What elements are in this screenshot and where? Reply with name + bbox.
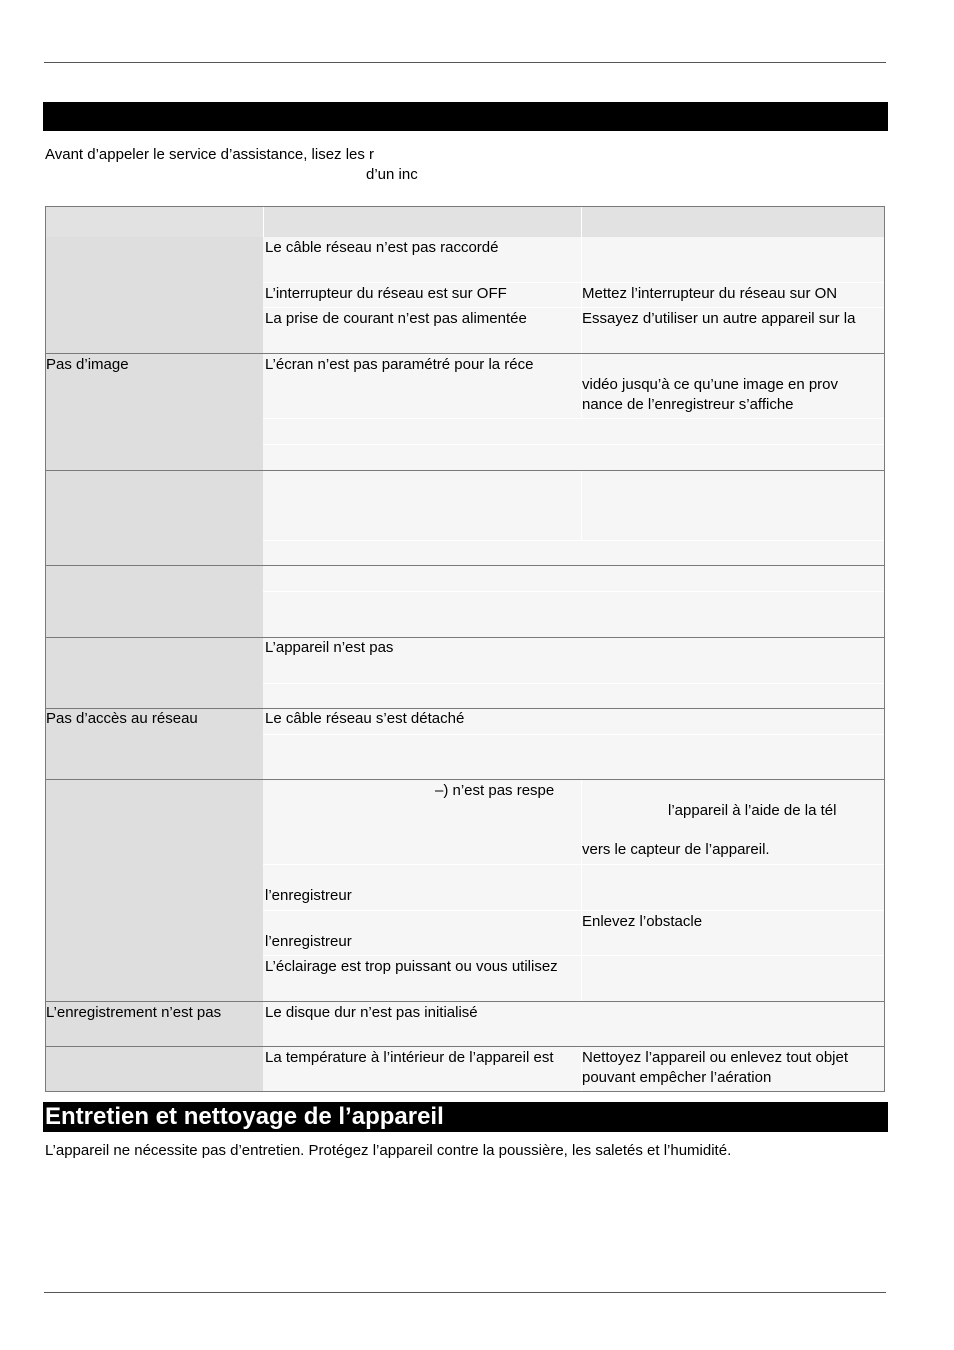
row-1-cause-3: La prise de courant n’est pas alimentée [265,310,527,327]
row-7-cause-2: l’enregistreur [265,887,352,904]
row-7-remedy-1a: l’appareil à l’aide de la tél [668,802,837,819]
maintenance-text: L’appareil ne nécessite pas d’entretien. Protégez l’appareil contre la poussière, les saletés et l’humidité. [45,1142,732,1159]
row-1-remedy-2: Mettez l’interrupteur du réseau sur ON [582,285,838,302]
intro-line-2: d’un inc [366,166,418,183]
row-8-symptom-label: L’enregistrement n’est pas [46,1004,222,1021]
table-header [46,207,884,238]
row-2-cause-1: L’écran n’est pas paramétré pour la réce [265,356,534,373]
row-6-symptom-label: Pas d’accès au réseau [46,710,198,727]
row-1-cause-1: Le câble réseau n’est pas raccordé [265,239,499,256]
table-row-3-symptom [46,471,263,565]
intro-line-1: Avant d’appeler le service d’assistance, lisez les r [45,146,375,163]
row-7-cause-1: –) n’est pas respe [435,782,555,799]
row-2-remedy-1b: nance de l’enregistreur s’affiche [582,396,794,413]
row-9-remedy-1b: pouvant empêcher l’aération [582,1069,772,1086]
row-8-cause-1: Le disque dur n’est pas initialisé [265,1004,478,1021]
table-row-7-symptom [46,780,263,1001]
table-row-9-symptom [46,1047,263,1091]
row-2-symptom-label: Pas d’image [46,356,129,373]
row-7-remedy-1b: vers le capteur de l’appareil. [582,841,770,858]
maintenance-section-bar [43,1102,888,1132]
table-row-3-content [263,471,884,565]
footer-rule [44,1292,886,1293]
row-7-remedy-3: Enlevez l’obstacle [582,913,703,930]
row-9-remedy-1a: Nettoyez l’appareil ou enlevez tout objet [582,1049,849,1066]
table-row-4-symptom [46,566,263,637]
table-row-5-symptom [46,638,263,708]
troubleshooting-table [45,206,885,1092]
row-6-cause-1: Le câble réseau s’est détaché [265,710,465,727]
row-1-remedy-3: Essayez d’utiliser un autre appareil sur la [582,310,856,327]
troubleshooting-section-bar [43,102,888,131]
row-7-cause-4: L’éclairage est trop puissant ou vous utilisez [265,958,558,975]
row-1-cause-2: L’interrupteur du réseau est sur OFF [265,285,507,302]
header-rule [44,62,886,63]
table-row-4-content [263,566,884,637]
row-9-cause-1: La température à l’intérieur de l’appareil est [265,1049,554,1066]
maintenance-title: Entretien et nettoyage de l’appareil [45,1103,444,1130]
row-5-cause-1: L’appareil n’est pas [265,639,394,656]
table-row-1-symptom [46,237,263,353]
row-2-remedy-1a: vidéo jusqu’à ce qu’une image en prov [582,376,839,393]
row-7-cause-3: l’enregistreur [265,933,352,950]
